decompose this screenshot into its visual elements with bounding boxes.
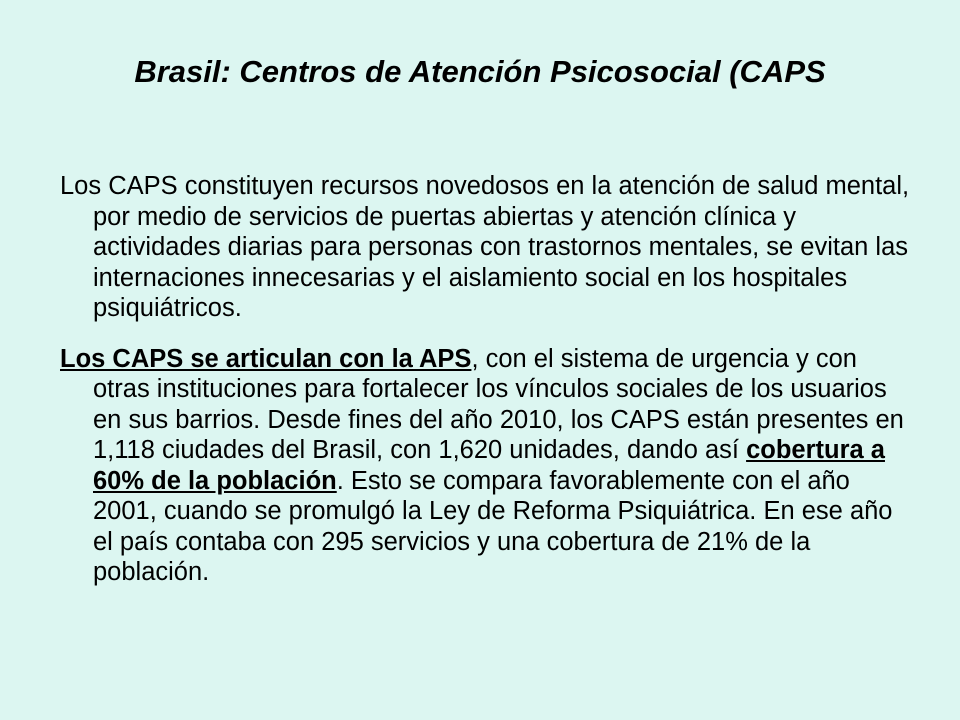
slide-body: [60, 171, 910, 588]
emphasis-caps-articulan-aps: Los CAPS se articulan con la APS: [60, 344, 472, 373]
paragraph-text-part-b: . Esto se compara favorablemente con el año 2001, cuando se promulgó la Ley de Reforma Psiquiátrica. En ese año el país contaba con 295 servicios y una cobertura de 21% de la población.: [93, 466, 893, 586]
paragraph-caps-articulation: [60, 344, 910, 588]
paragraph-text-part-a: , con el sistema de urgencia y con otras instituciones para fortalecer los vínculos sociales de los usuarios en sus barrios. Desde fines del año 2010, los CAPS están presentes en 1,118 ciudades del Brasil, con 1,620 unidades, dando así: [93, 344, 904, 464]
slide-title: Brasil: Centros de Atención Psicosocial (CAPS: [134, 54, 826, 89]
emphasis-coverage-60-percent: cobertura a 60% de la población: [93, 436, 885, 495]
paragraph-caps-description: Los CAPS constituyen recursos novedosos en la atención de salud mental, por medio de servicios de puertas abiertas y atención clínica y actividades diarias para personas con trastornos mentales, se evitan las internaciones innecesarias y el aislamiento social en los hospitales psiquiátricos.: [60, 172, 910, 322]
